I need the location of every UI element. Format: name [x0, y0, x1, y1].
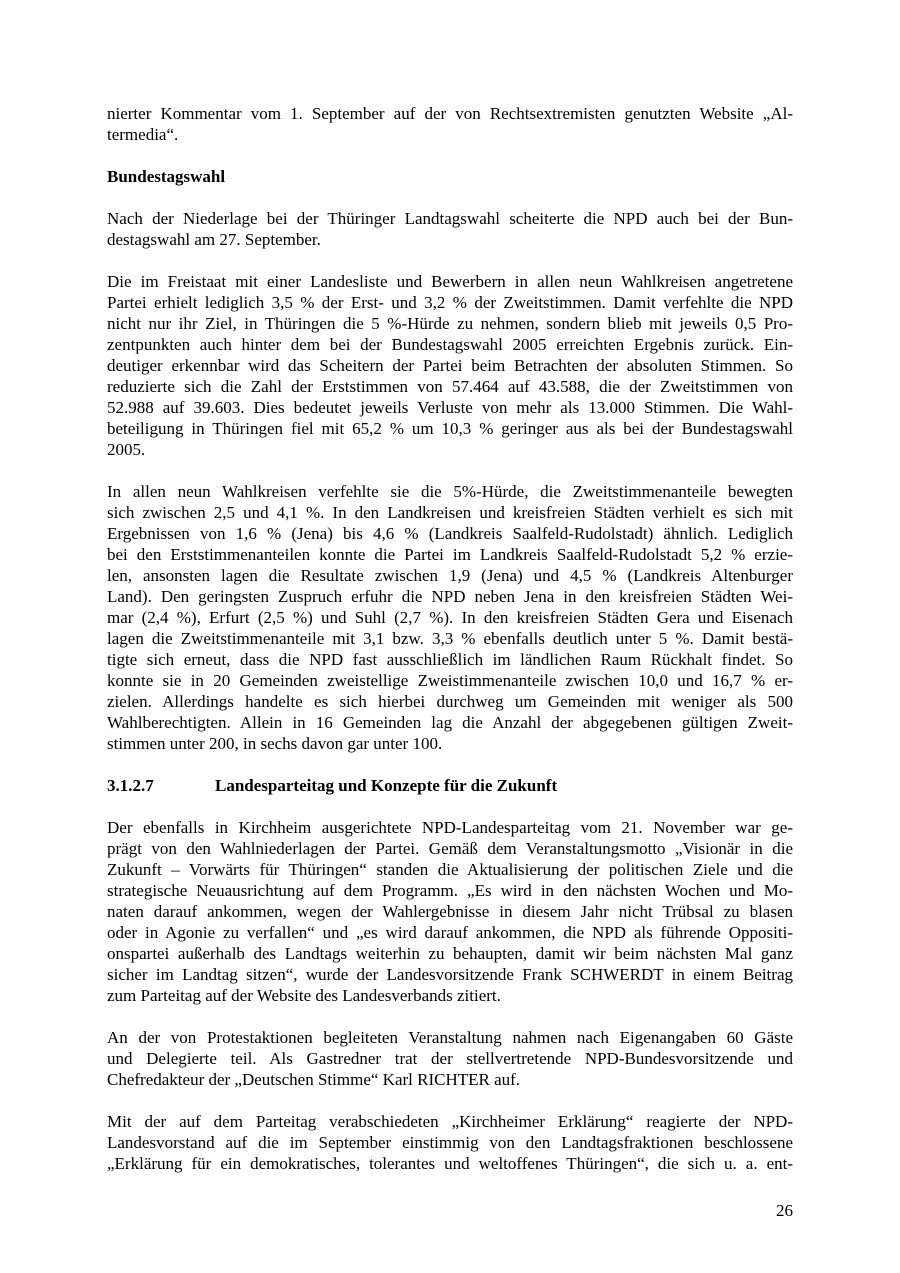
- text-line: Partei erhielt lediglich 3,5 % der Erst- und 3,2 % der Zweitstimmen. Damit verfehlte die NPD: [107, 293, 793, 312]
- text-line: und Delegierte teil. Als Gastredner trat der stellvertretende NPD-Bundesvorsitzende und: [107, 1049, 793, 1068]
- text-line: onspartei außerhalb des Landtags weiterhin zu behaupten, damit wir beim nächsten Mal ganz: [107, 944, 793, 963]
- paragraph-kirchheim: [107, 817, 793, 1006]
- text-line: konnte sie in 20 Gemeinden zweistellige Zweistimmenanteile zwischen 10,0 und 16,7 % er-: [107, 671, 793, 690]
- text-line: sicher im Landtag sitzen“, wurde der Landesvorsitzende Frank SCHWERDT in einem Beitrag: [107, 965, 793, 984]
- heading-bundestagswahl: Bundestagswahl: [107, 167, 226, 186]
- text-line: In allen neun Wahlkreisen verfehlte sie die 5%-Hürde, die Zweitstimmenanteile bewegten: [107, 482, 793, 501]
- text-line: Mit der auf dem Parteitag verabschiedeten „Kirchheimer Erklärung“ reagierte der NPD-: [107, 1112, 793, 1131]
- section-heading: [107, 775, 793, 796]
- text-line: deutiger erkennbar wird das Scheitern der Partei beim Betrachten der absoluten Stimmen. So: [107, 356, 793, 375]
- text-line: sich zwischen 2,5 und 4,1 %. In den Landkreisen und kreisfreien Städten verhielt es sich mit: [107, 503, 793, 522]
- text-line: destagswahl am 27. September.: [107, 230, 321, 249]
- text-line: Land). Den geringsten Zuspruch erfuhr die NPD neben Jena in den kreisfreien Städten Wei-: [107, 587, 793, 606]
- text-line: 52.988 auf 39.603. Dies bedeutet jeweils Verluste von mehr als 13.000 Stimmen. Die Wahl-: [107, 398, 793, 417]
- page-number: 26: [776, 1201, 793, 1220]
- text-line: An der von Protestaktionen begleiteten Veranstaltung nahmen nach Eigenangaben 60 Gäste: [107, 1028, 793, 1047]
- text-line: oder in Agonie zu verfallen“ und „es wird darauf ankommen, die NPD als führende Oppositi-: [107, 923, 793, 942]
- paragraph-wahlkreise: [107, 481, 793, 754]
- text-line: nicht nur ihr Ziel, in Thüringen die 5 %-Hürde zu nehmen, sondern blieb mit jeweils 0,5 Pro-: [107, 314, 793, 333]
- text-line: Ergebnissen von 1,6 % (Jena) bis 4,6 % (Landkreis Saalfeld-Rudolstadt) ähnlich. Lediglich: [107, 524, 793, 543]
- section-number: 3.1.2.7: [107, 776, 154, 795]
- document-body: [107, 103, 793, 1195]
- text-line: Nach der Niederlage bei der Thüringer Landtagswahl scheiterte die NPD auch bei der Bun-: [107, 209, 793, 228]
- text-line: reduzierte sich die Zahl der Erststimmen von 57.464 auf 43.588, die der Zweitstimmen von: [107, 377, 793, 396]
- text-line: tigte sich erneut, dass die NPD fast ausschließlich im ländlichen Raum Rückhalt findet. So: [107, 650, 793, 669]
- text-line: Chefredakteur der „Deutschen Stimme“ Karl RICHTER auf.: [107, 1070, 521, 1089]
- text-line: Wahlberechtigten. Allein in 16 Gemeinden lag die Anzahl der abgegebenen gültigen Zweit-: [107, 713, 793, 732]
- paragraph-erklaerung: [107, 1111, 793, 1174]
- text-line: zentpunkten auch hinter dem bei der Bundestagswahl 2005 erreichten Ergebnis zurück. Ein-: [107, 335, 793, 354]
- text-line: len, ansonsten lagen die Resultate zwischen 1,9 (Jena) und 4,5 % (Landkreis Altenburger: [107, 566, 793, 585]
- text-line: zum Parteitag auf der Website des Landesverbands zitiert.: [107, 986, 501, 1005]
- paragraph-altermedia: [107, 103, 793, 145]
- paragraph-protest: [107, 1027, 793, 1090]
- text-line: „Erklärung für ein demokratisches, tolerantes und weltoffenes Thüringen“, die sich u. a. ent-: [107, 1154, 793, 1173]
- text-line: naten darauf ankommen, wegen der Wahlergebnisse in diesem Jahr nicht Trübsal zu blasen: [107, 902, 793, 921]
- text-line: zielen. Allerdings handelte es sich hierbei durchweg um Gemeinden mit weniger als 500: [107, 692, 793, 711]
- text-line: 2005.: [107, 440, 146, 459]
- text-line: nierter Kommentar vom 1. September auf der von Rechtsextremisten genutzten Website „Al-: [107, 104, 793, 123]
- text-line: stimmen unter 200, in sechs davon gar unter 100.: [107, 734, 443, 753]
- text-line: beteiligung in Thüringen fiel mit 65,2 % um 10,3 % geringer aus als bei der Bundestagswahl: [107, 419, 793, 438]
- text-line: termedia“.: [107, 125, 179, 144]
- text-line: lagen die Zweitstimmenanteile mit 3,1 bzw. 3,3 % ebenfalls deutlich unter 5 %. Damit bestä-: [107, 629, 793, 648]
- text-line: prägt von den Wahlniederlagen der Partei. Gemäß dem Veranstaltungsmotto „Visionär in die: [107, 839, 793, 858]
- text-line: bei den Erststimmenanteilen konnte die Partei im Landkreis Saalfeld-Rudolstadt 5,2 % erzie-: [107, 545, 793, 564]
- text-line: Die im Freistaat mit einer Landesliste und Bewerbern in allen neun Wahlkreisen angetretene: [107, 272, 793, 291]
- text-line: Zukunft – Vorwärts für Thüringen“ standen die Aktualisierung der politischen Ziele und die: [107, 860, 793, 879]
- paragraph-freistaat: [107, 271, 793, 460]
- text-line: Der ebenfalls in Kirchheim ausgerichtete NPD-Landesparteitag vom 21. November war ge-: [107, 818, 793, 837]
- text-line: strategische Neuausrichtung auf dem Programm. „Es wird in den nächsten Wochen und Mo-: [107, 881, 793, 900]
- text-line: Landesvorstand auf die im September einstimmig von den Landtagsfraktionen beschlossene: [107, 1133, 793, 1152]
- paragraph-niederlage: [107, 208, 793, 250]
- section-title: Landesparteitag und Konzepte für die Zukunft: [215, 776, 558, 795]
- text-line: mar (2,4 %), Erfurt (2,5 %) und Suhl (2,7 %). In den kreisfreien Städten Gera und Eisenach: [107, 608, 793, 627]
